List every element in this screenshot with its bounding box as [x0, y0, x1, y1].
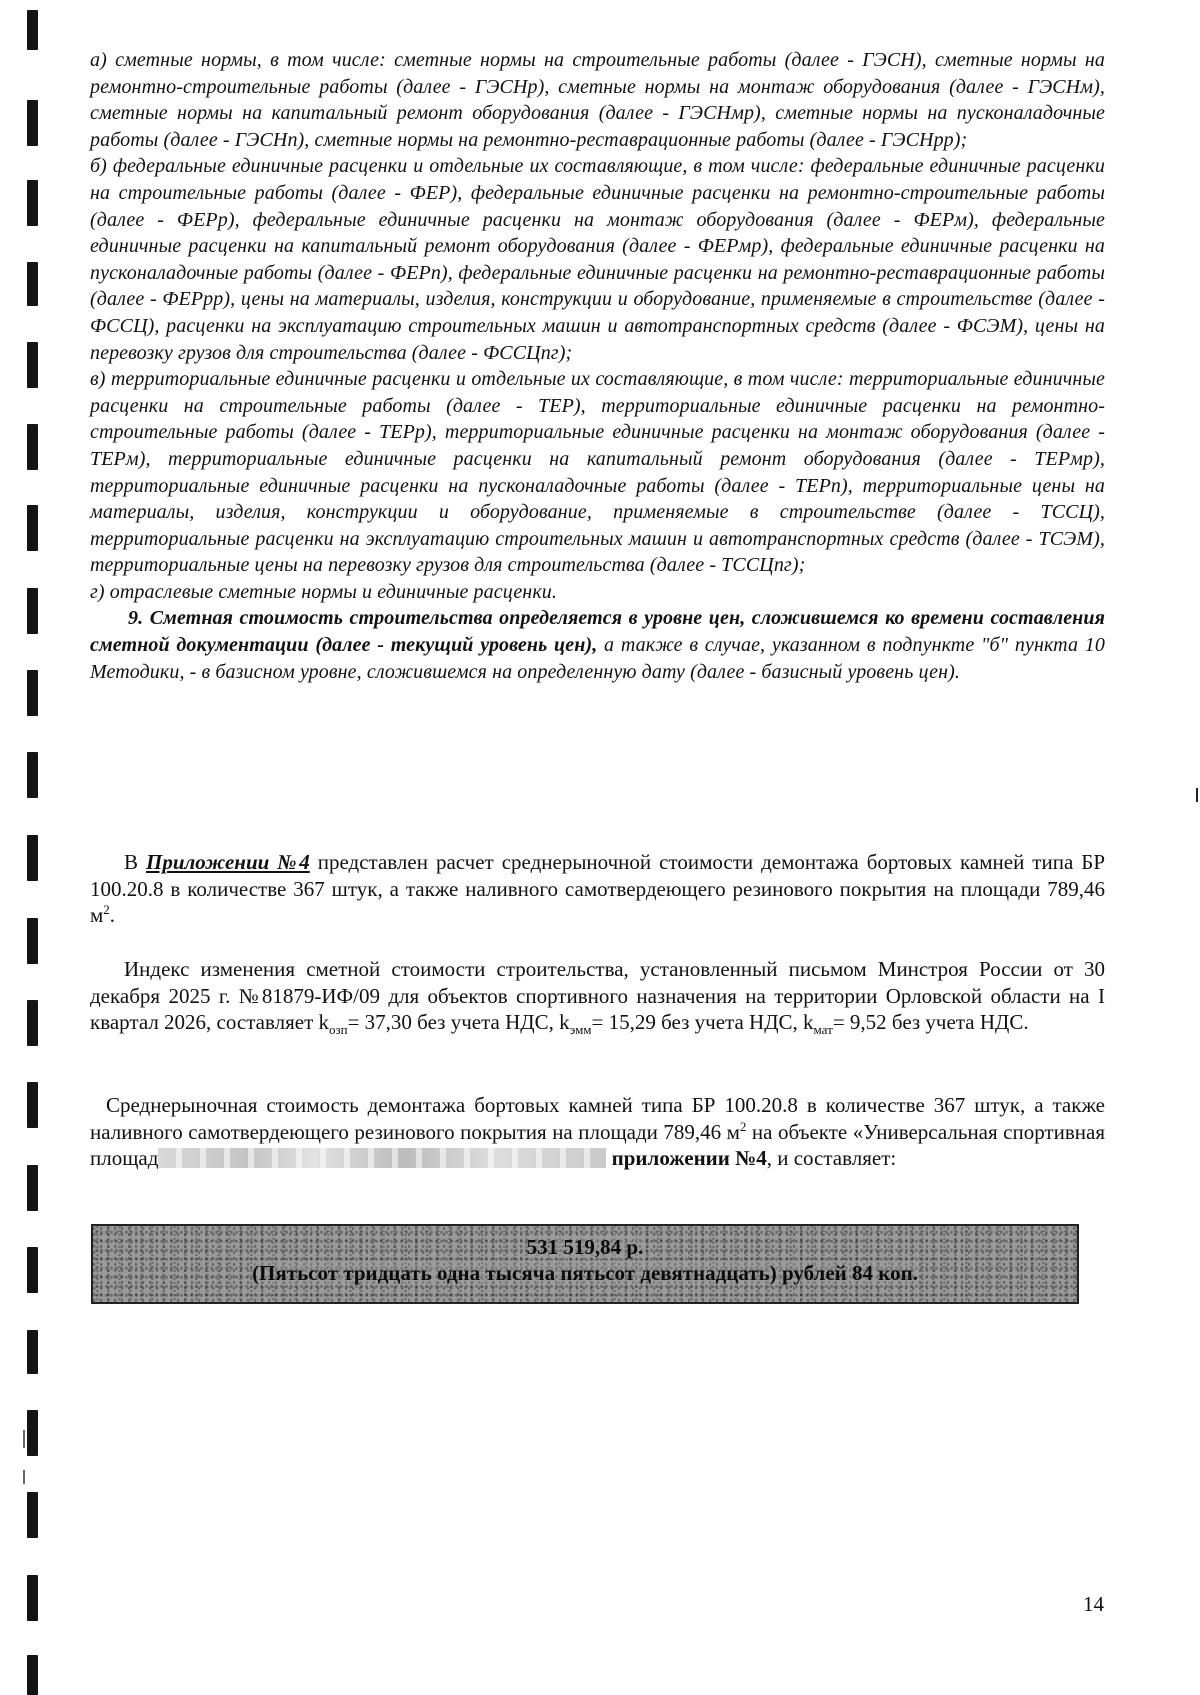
item-9: [90, 605, 1105, 685]
item-9-rest: а также в случае, указанном в подпункте "б" пункта 10 Методики, - в базисном уровне, сложившемся на определенную дату (далее - базисный уровень цен).: [90, 634, 1105, 683]
total-amount-box: [91, 1224, 1079, 1304]
item-a: а) сметные нормы, в том числе: сметные нормы на строительные работы (далее - ГЭСН), сметные нормы на ремонтно-строительные работы (далее - ГЭСНр), сметные нормы на монтаж оборудования (далее - ГЭСНм), сметные нормы на капитальный ремонт оборудования (далее - ГЭСНмр), сметные нормы на пусконаладочные работы (далее - ГЭСНп), сметные нормы на ремонтно-реставрационные работы (далее - ГЭСНрр);: [90, 49, 1105, 151]
appendix-paragraph: В Приложении №4 представлен расчет среднерыночной стоимости демонтажа бортовых камней типа БР 100.20.8 в количестве 367 штук, а также наливного самотвердеющего резинового покрытия на площади 789,46 $м^2$.: [90, 850, 1106, 928]
methodology-excerpt: [90, 47, 1105, 685]
item-v: в) территориальные единичные расценки и отдельные их составляющие, в том числе: территориальные единичные расценки на строительные работы (далее - ТЕР), территориальные единичные расценки на ремонтно-строительные работы (далее - ТЕРр), территориальные единичные расценки на монтаж оборудования (далее - ТЕРм), территориальные единичные расценки на капитальный ремонт оборудования (далее - ТЕРмр), территориальные единичные расценки на пусконаладочные работы (далее - ТЕРп), территориальные цены на материалы, изделия, конструкции и оборудование, применяемые в строительстве (далее - ТССЦ), территориальные расценки на эксплуатацию строительных машин и автотранспортных средств (далее - ТСЭМ), территориальные цены на перевозку грузов для строительства (далее - ТССЦпг);: [90, 368, 1105, 577]
item-b: б) федеральные единичные расценки и отдельные их составляющие, в том числе: федеральные единичные расценки на строительные работы (далее - ФЕР), федеральные единичные расценки на ремонтно-строительные работы (далее - ФЕРр), федеральные единичные расценки на монтаж оборудования (далее - ФЕРм), федеральные единичные расценки на капитальный ремонт оборудования (далее - ФЕРмр), федеральные единичные расценки на пусконаладочные работы (далее - ФЕРп), федеральные единичные расценки на ремонтно-реставрационные работы (далее - ФЕРрр), цены на материалы, изделия, конструкции и оборудование, применяемые в строительстве (далее - ФССЦ), расценки на эксплуатацию строительных машин и автотранспортных средств (далее - ФСЭМ), цены на перевозку грузов для строительства (далее - ФССЦпг);: [90, 155, 1105, 364]
scan-artifact: [1196, 788, 1198, 802]
index-paragraph: Индекс изменения сметной стоимости строительства, установленный письмом Минстроя России от 30 декабря 2025 г. №81879-ИФ/09 для объектов спортивного назначения на территории Орловской области на I квартал 2026, составляет $k_{озп}= 37,30$ без учета НДС, $k_{эмм}= 15,29$ без учета НДС, $k_{мат}= 9,52$ без учета НДС.: [90, 957, 1105, 1038]
binding-marks: [0, 0, 60, 1695]
item-g: г) отраслевые сметные нормы и единичные расценки.: [90, 580, 557, 603]
item-9-bold: 9. Сметная стоимость строительства определяется в уровне цен, сложившемся ко времени составления сметной документации (далее - текущий уровень цен),: [90, 607, 1105, 657]
appendix-4-reference: приложении №4: [611, 1146, 767, 1171]
redacted-text: [158, 1148, 606, 1168]
total-amount: 531 519,84 р.: [526, 1235, 644, 1259]
cost-paragraph: Среднерыночная стоимость демонтажа бортовых камней типа БР 100.20.8 в количестве 367 штук, а также наливного самотвердеющего резинового покрытия на площади 789,46 $м^2$ на объекте «Универсальная спортивная площад приложении №4, и составляет:: [90, 1093, 1105, 1171]
total-amount-words: (Пятьсот тридцать одна тысяча пятьсот девятнадцать) рублей 84 коп.: [252, 1261, 918, 1285]
page-number: 14: [1083, 1592, 1104, 1616]
appendix-4-link[interactable]: Приложении №4: [146, 850, 310, 874]
